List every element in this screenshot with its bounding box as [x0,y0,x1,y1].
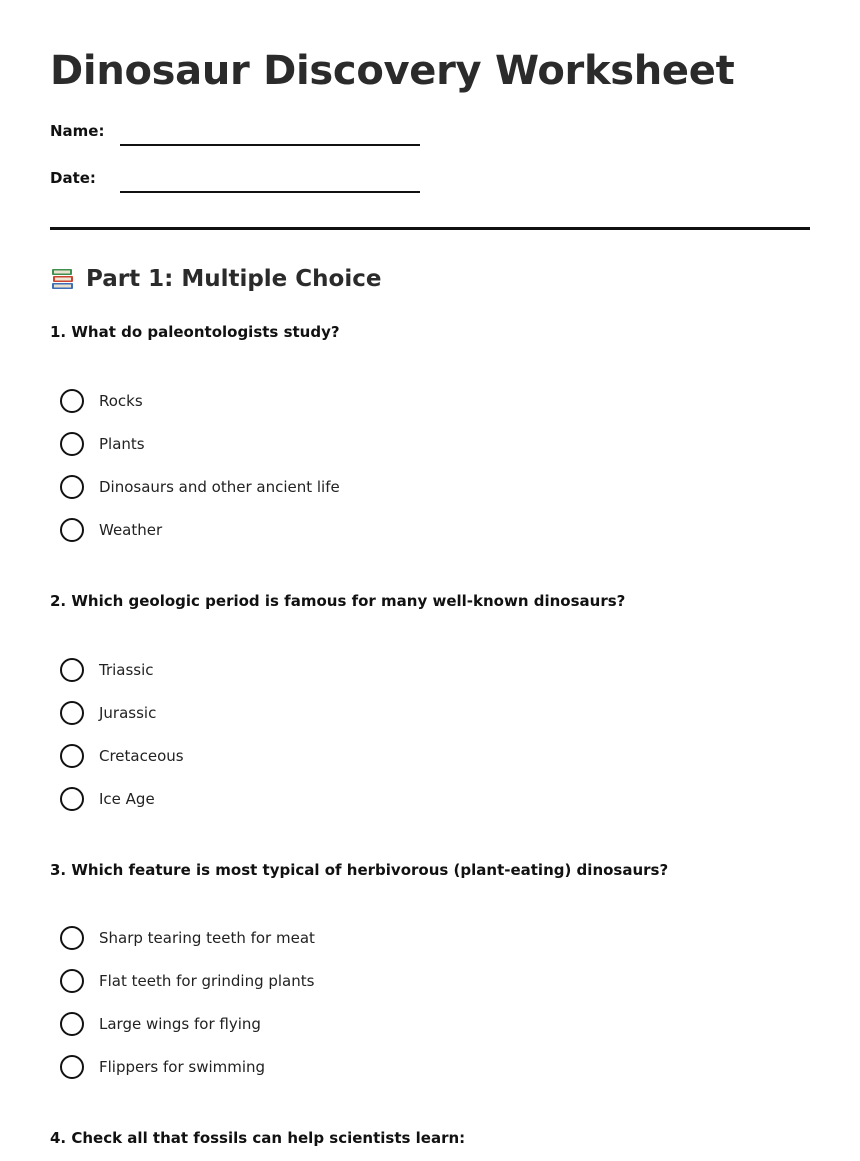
option-label: Cretaceous [99,746,184,765]
option[interactable] [60,508,340,551]
radio-button[interactable] [60,658,84,682]
section-title-text: Part 1: Multiple Choice [86,266,382,292]
option-label: Triassic [99,660,154,679]
option-label: Flippers for swimming [99,1057,266,1076]
option[interactable] [60,734,184,777]
date-field[interactable] [50,169,450,199]
radio-button[interactable] [60,432,84,456]
option-label: Jurassic [99,703,157,722]
option[interactable] [60,422,340,465]
options-list [60,916,315,1088]
radio-button[interactable] [60,1012,84,1036]
question-2 [50,592,810,808]
question-1 [50,323,810,539]
radio-button[interactable] [60,389,84,413]
option-label: Dinosaurs and other ancient life [99,477,340,496]
option-label: Rocks [99,391,143,410]
radio-button[interactable] [60,475,84,499]
options-list [60,648,184,820]
radio-button[interactable] [60,701,84,725]
option-label: Flat teeth for grinding plants [99,971,315,990]
question-4 [50,1129,810,1147]
option-label: Sharp tearing teeth for meat [99,928,315,947]
section-title-part-1 [50,266,381,292]
option[interactable] [60,465,340,508]
radio-button[interactable] [60,787,84,811]
question-text: 2. Which geologic period is famous for many well-known dinosaurs? [50,592,626,610]
options-list [60,379,340,551]
name-input-line[interactable] [120,144,420,146]
header-divider [50,227,810,230]
option[interactable] [60,777,184,820]
option[interactable] [60,691,184,734]
name-label: Name: [50,122,105,140]
name-field[interactable] [50,122,450,152]
radio-button[interactable] [60,518,84,542]
radio-button[interactable] [60,744,84,768]
radio-button[interactable] [60,926,84,950]
question-3 [50,861,810,1076]
date-label: Date: [50,169,96,187]
option-label: Plants [99,434,145,453]
question-text: 1. What do paleontologists study? [50,323,340,341]
option[interactable] [60,648,184,691]
books-icon [50,266,76,292]
radio-button[interactable] [60,969,84,993]
question-text: 3. Which feature is most typical of herbivorous (plant-eating) dinosaurs? [50,861,669,879]
radio-button[interactable] [60,1055,84,1079]
option-label: Ice Age [99,789,155,808]
option[interactable] [60,379,340,422]
option[interactable] [60,916,315,959]
option[interactable] [60,1045,315,1088]
option[interactable] [60,959,315,1002]
worksheet-title: Dinosaur Discovery Worksheet [50,48,735,94]
question-text: 4. Check all that fossils can help scientists learn: [50,1129,466,1147]
date-input-line[interactable] [120,191,420,193]
option-label: Large wings for flying [99,1014,261,1033]
option[interactable] [60,1002,315,1045]
option-label: Weather [99,520,163,539]
